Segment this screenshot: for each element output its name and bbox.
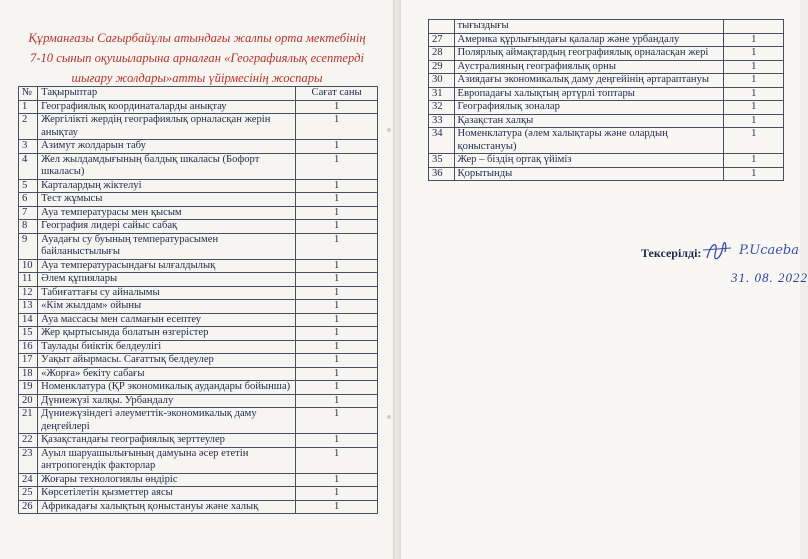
cell-number: 28: [429, 47, 455, 61]
continuation-cell: тығыздығы: [454, 20, 724, 34]
cell-topic: Полярлық аймақтардың географиялық орналасқан жері: [454, 47, 724, 61]
cell-topic: Европадағы халықтың әртүрлі топтары: [454, 87, 724, 101]
cell-topic: Қазақстандағы географиялық зерттеулер: [38, 434, 296, 448]
cell-number: 16: [19, 340, 38, 354]
left-page: [0, 0, 393, 559]
approval-label: Тексерілді:: [641, 246, 702, 260]
cell-hours: 1: [296, 473, 378, 487]
table-header-row: [19, 87, 378, 101]
table-row: [19, 500, 378, 514]
table-row: [19, 259, 378, 273]
table-row: [19, 273, 378, 287]
cell-hours: 1: [724, 114, 784, 128]
cell-number: 1: [19, 100, 38, 114]
table-row: [19, 233, 378, 259]
cell-number: 18: [19, 367, 38, 381]
cell-hours: 1: [296, 327, 378, 341]
table-row: [19, 206, 378, 220]
cell-hours: 1: [296, 447, 378, 473]
table-row: [19, 367, 378, 381]
cell-number: 14: [19, 313, 38, 327]
cell-topic: Жер – біздің ортақ үйіміз: [454, 154, 724, 168]
cell-hours: 1: [296, 220, 378, 234]
table-row: [19, 220, 378, 234]
cell-number: 21: [19, 408, 38, 434]
cell-topic: Ауа массасы мен салмағын есептеу: [38, 313, 296, 327]
cell-topic: Таулады биіктік белдеулігі: [38, 340, 296, 354]
cell-topic: Қорытынды: [454, 167, 724, 181]
cell-number: [429, 20, 455, 34]
cell-topic: Дүниежүзіндегі әлеуметтік-экономикалық даму деңгейлері: [38, 408, 296, 434]
cell-hours: 1: [296, 367, 378, 381]
right-page: [401, 0, 808, 559]
cell-topic: Тест жұмысы: [38, 193, 296, 207]
cell-number: 36: [429, 167, 455, 181]
cell-number: 20: [19, 394, 38, 408]
approval-date: 31. 08. 2022: [731, 270, 808, 285]
header-hours: Сағат саны: [296, 87, 378, 101]
cell-hours: 1: [296, 193, 378, 207]
table-row: [19, 300, 378, 314]
cell-number: 13: [19, 300, 38, 314]
cell-number: 9: [19, 233, 38, 259]
cell-hours: 1: [724, 128, 784, 154]
cell-hours: 1: [724, 101, 784, 115]
table-row: [19, 327, 378, 341]
table-row: [19, 313, 378, 327]
cell-number: 19: [19, 381, 38, 395]
table-row: [429, 154, 784, 168]
table-row: [19, 447, 378, 473]
cell-hours: 1: [296, 233, 378, 259]
table-row: [19, 140, 378, 154]
cell-number: 30: [429, 74, 455, 88]
cell-number: 22: [19, 434, 38, 448]
title-line-2: 7-10 сынып оқушыларына арналған «Географиялық есептерді: [30, 51, 364, 65]
table-row: [19, 434, 378, 448]
cell-hours: 1: [296, 354, 378, 368]
cell-number: 29: [429, 60, 455, 74]
cell-number: 10: [19, 259, 38, 273]
cell-number: 12: [19, 286, 38, 300]
cell-hours: [724, 20, 784, 34]
table-row: [19, 394, 378, 408]
table-row: [429, 74, 784, 88]
table-row: [19, 114, 378, 140]
cell-number: 24: [19, 473, 38, 487]
cell-topic: Жел жылдамдығының балдық шкаласы (Бофорт шкаласы): [38, 153, 296, 179]
cell-topic: Уақыт айырмасы. Сағаттық белдеулер: [38, 354, 296, 368]
cell-topic: «Жорға» бекіту сабағы: [38, 367, 296, 381]
cell-number: 6: [19, 193, 38, 207]
table-row: [19, 179, 378, 193]
cell-hours: 1: [296, 153, 378, 179]
cell-number: 35: [429, 154, 455, 168]
cell-topic: Ауа температурасы мен қысым: [38, 206, 296, 220]
header-number: №: [19, 87, 38, 101]
cell-topic: Жер қыртысында болатын өзгерістер: [38, 327, 296, 341]
table-row: [429, 128, 784, 154]
cell-number: 3: [19, 140, 38, 154]
table-row: [429, 60, 784, 74]
table-row: [19, 381, 378, 395]
cell-topic: Азимут жолдарын табу: [38, 140, 296, 154]
cell-hours: 1: [296, 273, 378, 287]
cell-topic: Америка құрлығындағы қалалар және урбандалу: [454, 33, 724, 47]
cell-hours: 1: [296, 259, 378, 273]
cell-number: 32: [429, 101, 455, 115]
cell-hours: 1: [296, 408, 378, 434]
cell-hours: 1: [296, 381, 378, 395]
cell-hours: 1: [296, 313, 378, 327]
title-line-1: Құрманғазы Сағырбайұлы атындағы жалпы орта мектебінің: [28, 31, 366, 45]
cell-topic: Қазақстан халқы: [454, 114, 724, 128]
cell-topic: «Кім жылдам» ойыны: [38, 300, 296, 314]
cell-topic: Аустралияның географиялық орны: [454, 60, 724, 74]
cell-hours: 1: [296, 179, 378, 193]
cell-hours: 1: [724, 74, 784, 88]
table-row: [429, 114, 784, 128]
header-topic: Тақырыптар: [38, 87, 296, 101]
cell-number: 33: [429, 114, 455, 128]
cell-hours: 1: [296, 340, 378, 354]
cell-hours: 1: [296, 206, 378, 220]
table-body-right: [429, 20, 784, 181]
cell-hours: 1: [724, 47, 784, 61]
table-body-left: [19, 100, 378, 514]
cell-hours: 1: [296, 286, 378, 300]
cell-number: 27: [429, 33, 455, 47]
cell-topic: Азиядағы экономикалық даму деңгейінің әртараптануы: [454, 74, 724, 88]
table-row: [19, 340, 378, 354]
table-row: [429, 20, 784, 34]
cell-hours: 1: [724, 33, 784, 47]
cell-number: 7: [19, 206, 38, 220]
cell-topic: Географиялық зоналар: [454, 101, 724, 115]
table-row: [429, 33, 784, 47]
table-row: [19, 354, 378, 368]
cell-topic: Көрсетілетін қызметтер аясы: [38, 487, 296, 501]
cell-number: 17: [19, 354, 38, 368]
cell-topic: Карталардың жіктелуі: [38, 179, 296, 193]
cell-number: 25: [19, 487, 38, 501]
document-title: [12, 28, 382, 88]
cell-hours: 1: [724, 167, 784, 181]
cell-number: 11: [19, 273, 38, 287]
cell-number: 15: [19, 327, 38, 341]
binder-hole: [387, 415, 391, 419]
table-row: [19, 100, 378, 114]
cell-topic: Ауа температурасындағы ылғалдылық: [38, 259, 296, 273]
binder-hole: [387, 128, 391, 132]
cell-topic: Ауадағы су буының температурасымен байланыстылығы: [38, 233, 296, 259]
cell-topic: Номенклатура (әлем халықтары және олардың қоныстануы): [454, 128, 724, 154]
cell-hours: 1: [296, 140, 378, 154]
table-row: [19, 473, 378, 487]
cell-hours: 1: [296, 100, 378, 114]
plan-table-left: [18, 86, 378, 514]
table-row: [19, 153, 378, 179]
cell-hours: 1: [296, 300, 378, 314]
title-line-3: шығару жолдары»атты үйірмесінің жоспары: [71, 71, 323, 85]
cell-number: 23: [19, 447, 38, 473]
table-row: [429, 167, 784, 181]
page-gutter: [393, 0, 401, 559]
table-row: [19, 286, 378, 300]
cell-topic: Ауыл шаруашылығының дамуына әсер ететін антропогендік факторлар: [38, 447, 296, 473]
table-row: [19, 487, 378, 501]
svg-text:P.Ucaeba: P.Ucaeba: [739, 243, 799, 258]
cell-hours: 1: [296, 487, 378, 501]
cell-topic: Дүниежүзі халқы. Урбандалу: [38, 394, 296, 408]
cell-number: 4: [19, 153, 38, 179]
cell-number: 34: [429, 128, 455, 154]
cell-hours: 1: [296, 434, 378, 448]
cell-hours: 1: [724, 60, 784, 74]
cell-topic: Африкадағы халықтың қоныстануы және халық: [38, 500, 296, 514]
table-row: [429, 87, 784, 101]
cell-topic: Номенклатура (ҚР экономикалық аудандары бойынша): [38, 381, 296, 395]
cell-hours: 1: [724, 87, 784, 101]
cell-hours: 1: [296, 114, 378, 140]
table-row: [19, 408, 378, 434]
plan-table-right: [428, 19, 784, 181]
cell-topic: География лидері сайыс сабақ: [38, 220, 296, 234]
cell-topic: Әлем құпиялары: [38, 273, 296, 287]
cell-number: 8: [19, 220, 38, 234]
cell-topic: Географиялық координаталарды анықтау: [38, 100, 296, 114]
table-row: [429, 47, 784, 61]
cell-hours: 1: [724, 154, 784, 168]
table-row: [19, 193, 378, 207]
cell-number: 5: [19, 179, 38, 193]
cell-topic: Табиғаттағы су айналымы: [38, 286, 296, 300]
table-row: [429, 101, 784, 115]
cell-hours: 1: [296, 500, 378, 514]
cell-topic: Жергілікті жердің географиялық орналасқан жерін анықтау: [38, 114, 296, 140]
cell-topic: Жоғары технологиялы өндіріс: [38, 473, 296, 487]
cell-number: 2: [19, 114, 38, 140]
cell-number: 31: [429, 87, 455, 101]
signature-icon: [701, 236, 797, 266]
cell-number: 26: [19, 500, 38, 514]
cell-hours: 1: [296, 394, 378, 408]
